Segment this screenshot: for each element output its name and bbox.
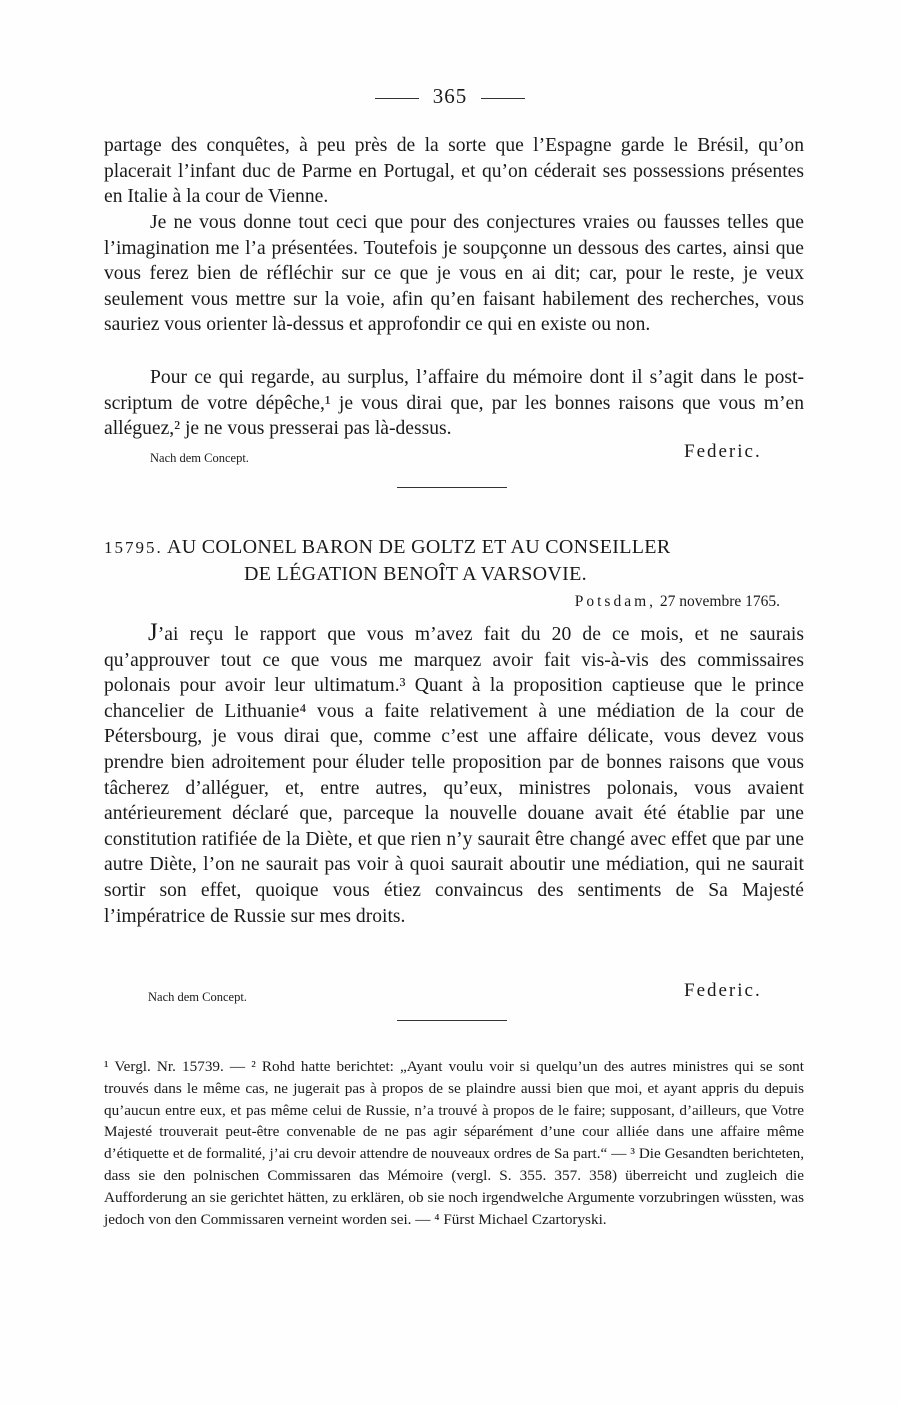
letter1-signature: Federic. bbox=[684, 441, 762, 462]
letter1-paragraph-2: Je ne vous donne tout ceci que pour des conjectures vraies ou fausses telles que l’imagination me l’a présentées. Toutefois je soupçonne un dessous des cartes, ainsi que vous ferez bien de réfléchir sur ce que je vous en ai dit; car, pour le reste, je veux seulement vous mettre sur la voie, afin qu’en faisant habilement des recherches, vous sauriez vous orienter là-dessus et approfondir ce qui en existe ou non. bbox=[104, 212, 804, 336]
section-divider-2 bbox=[397, 1020, 507, 1021]
header-dash-left bbox=[375, 98, 419, 99]
letter2-signature: Federic. bbox=[684, 980, 762, 1001]
letter1-paragraph-3: Pour ce qui regarde, au surplus, l’affaire du mémoire dont il s’agit dans le post-scriptum de votre dépêche,¹ je vous dirai que, par les bonnes raisons que vous m’en alléguez,² je ne vous presserai pas là-dessus. bbox=[104, 367, 804, 440]
page-header bbox=[0, 84, 900, 109]
header-dash-right bbox=[481, 98, 525, 99]
letter1-paragraph-1: partage des conquêtes, à peu près de la sorte que l’Espagne garde le Brésil, qu’on placerait l’infant duc de Parme en Portugal, et qu’on céderait ses possessions présentes en Italie à la cour de Vienne. bbox=[104, 135, 804, 208]
dateline-date: 27 novembre 1765. bbox=[659, 593, 780, 610]
page-number: 365 bbox=[432, 84, 468, 108]
letter2-body bbox=[104, 620, 804, 929]
letter2-heading-line-2: DE LÉGATION BENOÎT A VARSOVIE. bbox=[244, 563, 587, 585]
letter-number: 15795. bbox=[104, 538, 163, 557]
letter2-dateline bbox=[575, 593, 780, 611]
letter2-heading-text-1: AU COLONEL BARON DE GOLTZ ET AU CONSEILLER bbox=[166, 536, 671, 558]
dateline-place: Potsdam, bbox=[574, 593, 657, 610]
letter2-initial: J bbox=[148, 619, 158, 646]
letter2-source-note: Nach dem Concept. bbox=[148, 990, 247, 1004]
letter1-source-note: Nach dem Concept. bbox=[150, 451, 249, 465]
section-divider-1 bbox=[397, 487, 507, 488]
letter2-body-text: ’ai reçu le rapport que vous m’avez fait du 20 de ce mois, et ne saurais qu’approuver tout ce que vous me marquez avoir fait vis-à-vis des commissaires polonais pour avoir leur ultimatum.³ Quant à la proposition captieuse que le prince chancelier de Lithuanie⁴ vous a faite relativement à une médiation de la cour de Pétersbourg, je vous dirai que, comme c’est une affaire délicate, vous devez vous prendre bien adroitement pour éluder telle proposition par de bonnes raisons que vous tâcherez d’alléguer, et, entre autres, qu’eux, ministres polonais, vous avaient antérieurement déclaré que, parceque la nouvelle douane avait été établie par une constitution ratifiée de la Diète, et que rien n’y saurait être changé avec effet que par une autre Diète, l’on ne saurait pas voir à quoi saurait aboutir une médiation, qui ne saurait sortir son effet, quoique vous étiez convaincus des sentiments de Sa Majesté l’impératrice de Russie sur mes droits. bbox=[104, 624, 804, 927]
footnotes: ¹ Vergl. Nr. 15739. — ² Rohd hatte berichtet: „Ayant voulu voir si quelqu’un des autres ministres qui se sont trouvés dans le même cas, ne jugerait pas à propos de se plaindre aussi bien que moi, et ayant appris du depuis qu’aucun entre eux, et pas même celui de Russie, n’a trouvé à propos de le faire; supposant, d’ailleurs, que Votre Majesté trouverait peut-être convenable de ne pas agir séparément d’une cour alliée dans une affaire même d’étiquette et de formalité, j’ai cru devoir attendre de nouveaux ordres de Sa part.“ — ³ Die Gesandten berichteten, dass sie den polnischen Commissaren das Mémoire (vergl. S. 355. 357. 358) überreicht und zugleich die Aufforderung an sie gerichtet hätten, zu erklären, ob sie noch irgendwelche Argumente vorzubringen wüssten, was jedoch von den Commissaren verneint worden sei. — ⁴ Fürst Michael Czartoryski. bbox=[104, 1058, 804, 1228]
letter2-heading bbox=[104, 534, 804, 587]
letter2-heading-line-1 bbox=[104, 534, 804, 561]
